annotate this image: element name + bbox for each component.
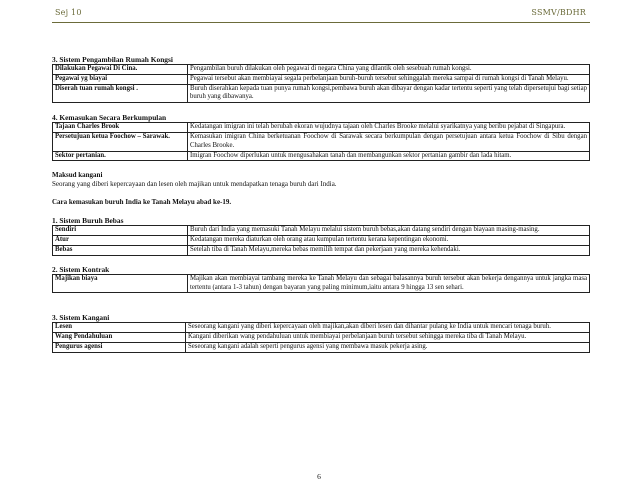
table-row (53, 84, 590, 103)
row-key: Dilakukan Pegawai Di Cina. (53, 65, 188, 75)
header-rule (52, 22, 590, 23)
row-value: Kangani diberikan wang pendahuluan untuk membiayai perbelanjaan buruh tersebut sehingga mereka tiba di Tanah Melayu. (186, 333, 590, 343)
section-title-buruh-bebas: 1. Sistem Buruh Bebas (52, 216, 124, 226)
table-row (53, 151, 590, 161)
page-number: 6 (317, 472, 321, 481)
table-kangani (52, 322, 590, 352)
table-buruh-bebas (52, 225, 590, 255)
running-header-right: SSMV/BDHR (531, 8, 586, 17)
table-row (53, 323, 590, 333)
table-kontrak (52, 274, 590, 294)
row-key: Diserah tuan rumah kongsi . (53, 84, 188, 103)
row-value: Buruh dari India yang memasuki Tanah Melayu melalui sistem buruh bebas,akan datang sendiri dengan biayaan masing-masing. (188, 226, 590, 236)
row-key: Atur (53, 236, 188, 246)
row-key: Pengurus agensi (53, 342, 186, 352)
row-key: Wang Pendahuluan (53, 333, 186, 343)
cara-heading: Cara kemasukan buruh India ke Tanah Melayu abad ke-19. (52, 198, 232, 207)
table-row (53, 236, 590, 246)
section-title-rumah-kongsi: 3. Sistem Pengambilan Rumah Kongsi (52, 55, 173, 64)
row-key: Pegawai yg biayai (53, 74, 188, 84)
table-row (53, 226, 590, 236)
section-title-berkumpulan: 4. Kemasukan Secara Berkumpulan (52, 113, 167, 123)
table-row (53, 245, 590, 255)
row-key: Lesen (53, 323, 186, 333)
running-header-left: Sej 10 (55, 8, 82, 17)
table-row (53, 274, 590, 293)
row-key: Sendiri (53, 226, 188, 236)
table-row (53, 65, 590, 75)
row-value: Pengambilan buruh dilakukan oleh pegawai di negara China yang dilantik oleh sesebuah rumah kongsi. (188, 65, 590, 75)
table-row (53, 123, 590, 133)
table-row (53, 333, 590, 343)
row-value: Kedatangan imigran ini telah berubah ekoran wujudnya tajaan oleh Charles Brooke melalui syarikatnya yang beribu pejabat di Singapura. (188, 123, 590, 133)
row-value: Setelah tiba di Tanah Melayu,mereka bebas memilih tempat dan pekerjaan yang mereka kehendaki. (188, 245, 590, 255)
row-key: Majikan biaya (53, 274, 188, 293)
table-row (53, 342, 590, 352)
row-key: Bebas (53, 245, 188, 255)
row-key: Tajaan Charles Brook (53, 123, 188, 133)
table-berkumpulan (52, 122, 590, 161)
section-title-kangani: 3. Sistem Kangani (52, 313, 110, 323)
section-title-kontrak: 2. Sistem Kontrak (52, 264, 110, 274)
table-row (53, 132, 590, 151)
row-key: Persetujuan ketua Foochow – Sarawak. (53, 132, 188, 151)
page-content (52, 55, 590, 353)
table-row (53, 74, 590, 84)
row-value: Kemasukan imigran China berketuanan Foochow di Sarawak secara berkumpulan dengan persetujuan antara ketua Foochow di Sibu dengan Charles Brooke. (188, 132, 590, 151)
row-value: Buruh diserahkan kepada tuan punya rumah kongsi,pembawa buruh akan dibayar dengan kadar tertentu seperti yang telah dipersetujui bagi setiap buruh yang dibawanya. (188, 84, 590, 103)
row-value: Imigran Foochow diperlukan untuk mengusahakan tanah dan membangunkan sektor pertanian gambir dan lada hitam. (188, 151, 590, 161)
row-value: Pegawai tersebut akan membiayai segala perbelanjaan buruh-buruh tersebut sehinggalah mereka sampai di rumah kongsi di Tanah Melayu. (188, 74, 590, 84)
row-value: Seseorang kangani adalah seperti pengurus agensi yang membawa masuk pekerja asing. (186, 342, 590, 352)
table-rumah-kongsi (52, 64, 590, 103)
kangani-heading: Maksud kangani (52, 171, 103, 180)
kangani-definition: Seorang yang diberi kepercayaan dan lesen oleh majikan untuk mendapatkan tenaga buruh dari India. (52, 180, 337, 189)
row-value: Kedatangan mereka diaturkan oleh orang atau kumpulan tertentu kerana kepentingan ekonomi. (188, 236, 590, 246)
row-key: Sektor pertanian. (53, 151, 188, 161)
row-value: Majikan akan membiayai tambang mereka ke Tanah Melayu dan sebagai balasannya buruh tersebut akan bekerja dengannya untuk jangka masa tertentu (antara 1-3 tahun) dengan bayaran yang paling minimum,iaitu antara 9 hingga 13 sen sehari. (188, 274, 590, 293)
row-value: Seseorang kangani yang diberi kepercayaan oleh majikan,akan diberi lesen dan dihantar pulang ke India untuk mencari tenaga buruh. (186, 323, 590, 333)
